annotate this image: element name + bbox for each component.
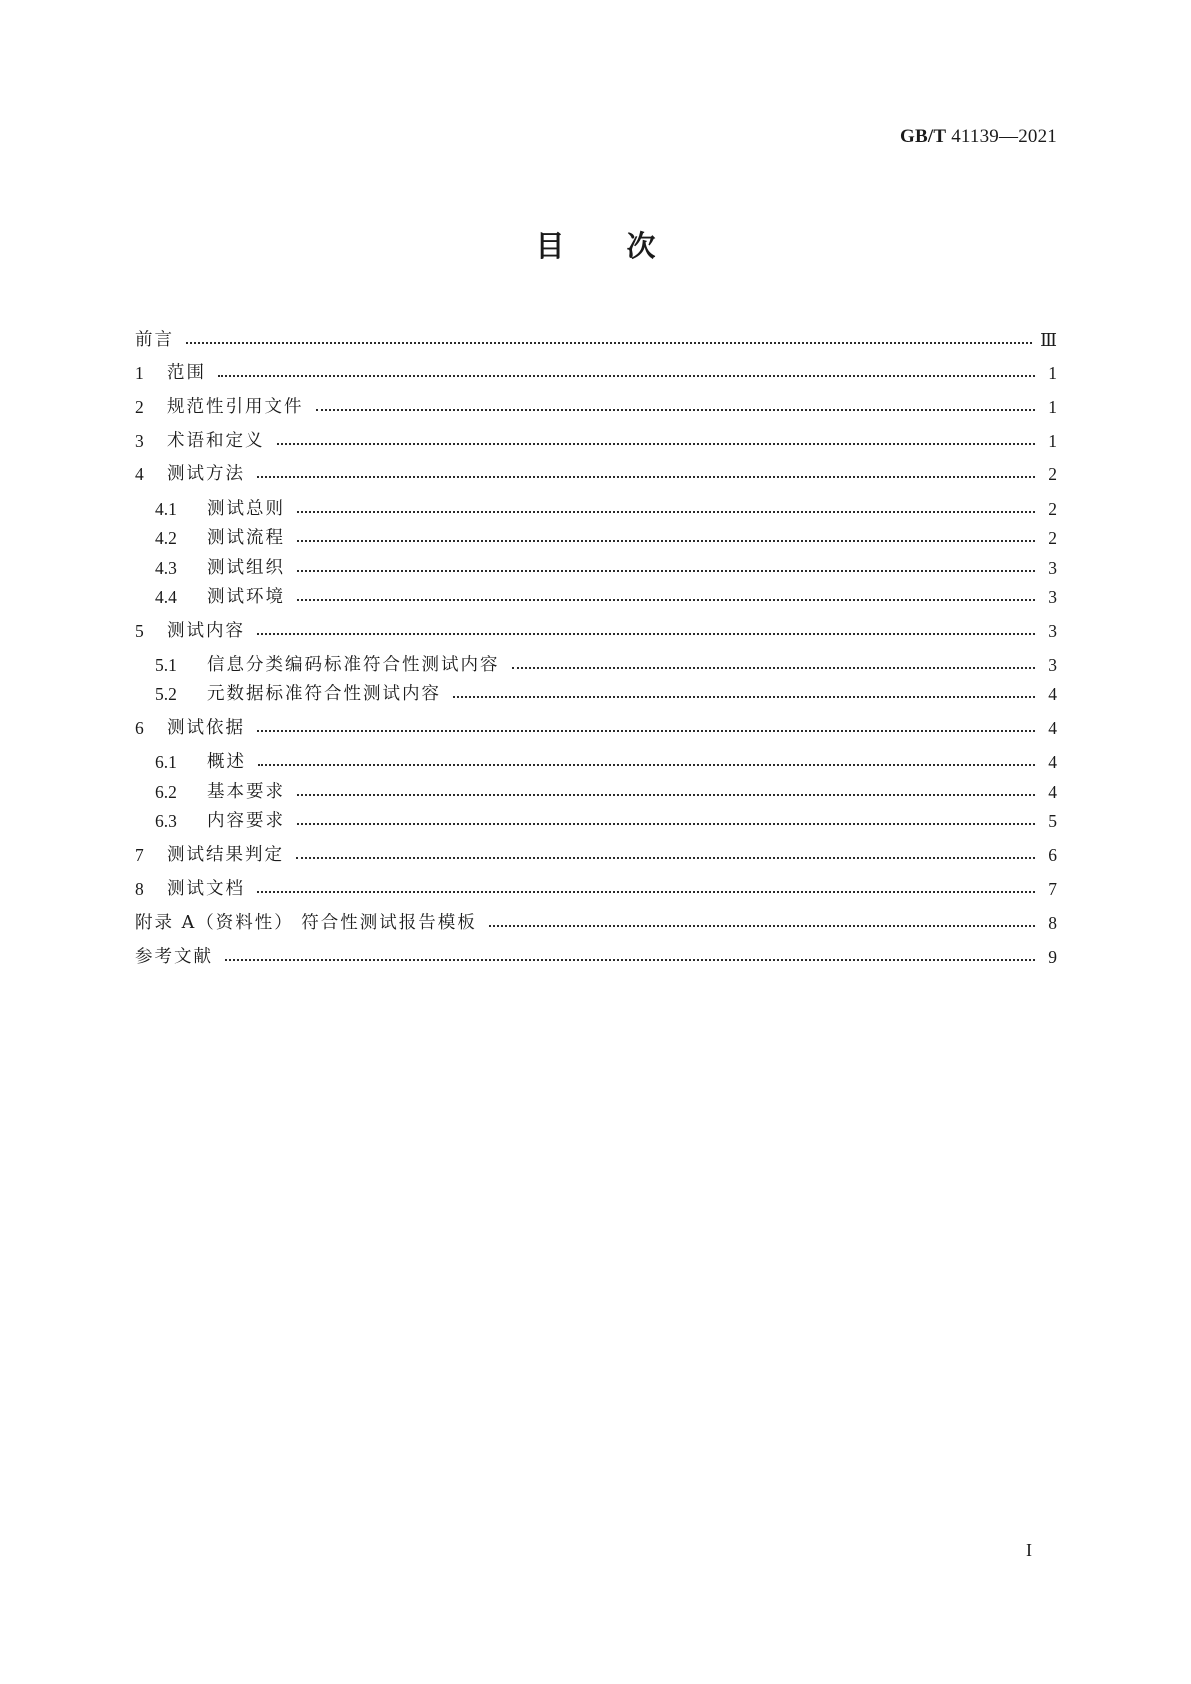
toc-entry-label: 附录 A（资料性） 符合性测试报告模板 [135,913,477,933]
toc-entry-label: 测试流程 [207,528,285,548]
toc-entry-page: 4 [1048,684,1057,704]
toc-entry-page: Ⅲ [1040,330,1057,350]
toc-dot-leader [297,794,1035,796]
toc-entry-page: 7 [1048,879,1057,899]
toc-entry-number: 3 [135,431,144,451]
toc-entry-label: 测试方法 [167,464,245,484]
toc-entry-number: 4.4 [155,587,177,607]
toc-entry[interactable] [135,944,1057,970]
toc-entry[interactable] [135,428,1057,454]
toc-entry[interactable] [135,461,1057,487]
toc-dot-leader [225,959,1035,961]
toc-entry-number: 4.3 [155,558,177,578]
toc-entry-page: 2 [1048,528,1057,548]
toc-entry-label: 术语和定义 [167,431,265,451]
toc-dot-leader [296,857,1035,859]
toc-dot-leader [512,667,1036,669]
toc-entry[interactable] [155,584,1057,610]
toc-entry-number: 5.1 [155,655,177,675]
toc-entry-number: 8 [135,879,144,899]
toc-entry[interactable] [155,525,1057,551]
toc-entry[interactable] [135,910,1057,936]
toc-entry-page: 4 [1048,782,1057,802]
toc-entry-number: 6 [135,718,144,738]
toc-dot-leader [277,443,1036,445]
toc-entry-label: 测试内容 [167,621,245,641]
toc-entry-label: 测试结果判定 [167,845,284,865]
toc-entry[interactable] [155,555,1057,581]
toc-entry-page: 1 [1048,363,1057,383]
toc-entry-number: 6.3 [155,811,177,831]
toc-dot-leader [218,375,1035,377]
page-title [0,224,1191,265]
toc-entry-page: 3 [1048,621,1057,641]
toc-entry-page: 6 [1048,845,1057,865]
toc-entry-number: 4 [135,464,144,484]
toc-entry-number: 1 [135,363,144,383]
toc-entry-page: 2 [1048,464,1057,484]
toc-entry[interactable] [135,715,1057,741]
toc-entry[interactable] [135,876,1057,902]
toc-entry[interactable] [155,808,1057,834]
toc-entry-page: 4 [1048,752,1057,772]
toc-entry-label: 参考文献 [135,947,213,967]
toc-entry-label: 规范性引用文件 [167,397,304,417]
toc-entry-page: 4 [1048,718,1057,738]
toc-dot-leader [258,764,1035,766]
title-char-2: 次 [626,229,656,263]
toc-entry-page: 3 [1048,558,1057,578]
toc-entry-label: 信息分类编码标准符合性测试内容 [207,655,500,675]
toc-entry-label: 测试依据 [167,718,245,738]
toc-entry[interactable] [155,749,1057,775]
toc-dot-leader [257,730,1035,732]
toc-entry-number: 5.2 [155,684,177,704]
toc-dot-leader [453,696,1035,698]
toc-dot-leader [297,511,1035,513]
toc-dot-leader [297,823,1035,825]
toc-entry[interactable] [135,360,1057,386]
toc-entry-page: 2 [1048,499,1057,519]
toc-entry-page: 1 [1048,431,1057,451]
toc-dot-leader [297,570,1035,572]
toc-entry-number: 2 [135,397,144,417]
toc-dot-leader [297,540,1035,542]
toc-dot-leader [297,599,1035,601]
toc-entry-number: 6.1 [155,752,177,772]
toc-entry-label: 概述 [207,752,246,772]
toc-entry-number: 4.1 [155,499,177,519]
toc-entry-number: 7 [135,845,144,865]
toc-entry-label: 范围 [167,363,206,383]
toc-entry-number: 6.2 [155,782,177,802]
toc-entry[interactable] [155,681,1057,707]
toc-entry-label: 测试文档 [167,879,245,899]
toc-entry[interactable] [135,394,1057,420]
toc-entry[interactable] [135,327,1057,353]
toc-entry[interactable] [155,779,1057,805]
toc-dot-leader [257,891,1035,893]
toc-dot-leader [257,476,1035,478]
toc-entry-label: 内容要求 [207,811,285,831]
toc-entry[interactable] [155,496,1057,522]
toc-entry-page: 1 [1048,397,1057,417]
toc-entry-number: 4.2 [155,528,177,548]
toc-entry-label: 基本要求 [207,782,285,802]
toc-entry[interactable] [135,842,1057,868]
standard-prefix: GB/T [900,126,947,147]
toc-entry-number: 5 [135,621,144,641]
toc-entry-label: 测试组织 [207,558,285,578]
title-char-1: 目 [535,229,565,263]
toc-entry-label: 前言 [135,330,174,350]
standard-number: 41139—2021 [951,126,1057,147]
page-number: I [1026,1540,1032,1560]
toc-entry-page: 5 [1048,811,1057,831]
toc-entry-label: 测试总则 [207,499,285,519]
toc-dot-leader [186,342,1032,344]
toc-entry-page: 3 [1048,655,1057,675]
toc-entry[interactable] [135,618,1057,644]
toc-dot-leader [489,925,1035,927]
standard-code [900,126,1057,148]
toc-dot-leader [257,633,1035,635]
toc-entry[interactable] [155,652,1057,678]
toc-entry-label: 元数据标准符合性测试内容 [207,684,441,704]
toc-entry-page: 3 [1048,587,1057,607]
toc-entry-page: 8 [1048,913,1057,933]
toc-dot-leader [316,409,1036,411]
toc-entry-label: 测试环境 [207,587,285,607]
toc-entry-page: 9 [1048,947,1057,967]
